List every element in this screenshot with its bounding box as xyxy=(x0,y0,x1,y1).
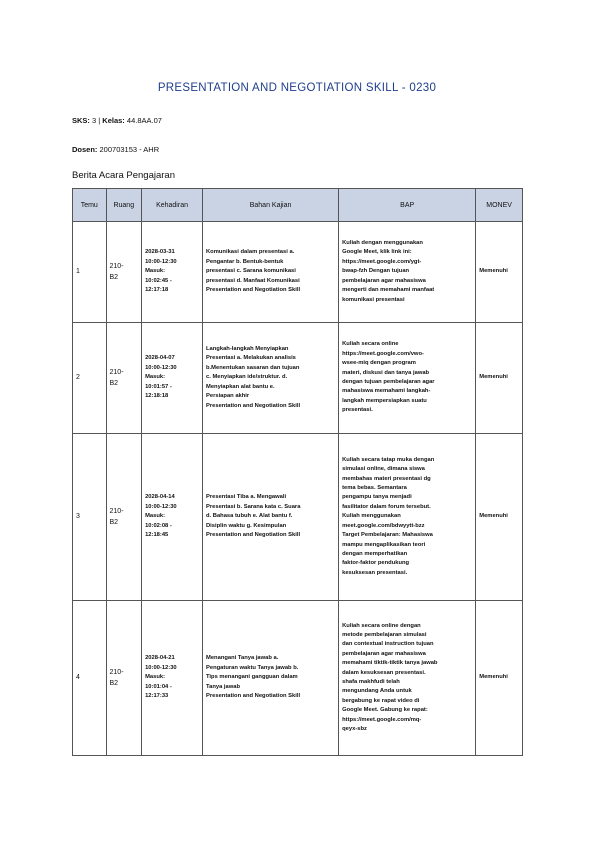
header-temu: Temu xyxy=(73,189,107,222)
cell-monev: Memenuhi xyxy=(476,222,523,323)
header-bahan-kajian: Bahan Kajian xyxy=(203,189,339,222)
cell-temu: 3 xyxy=(73,434,107,601)
cell-monev: Memenuhi xyxy=(476,601,523,756)
cell-ruang: 210- B2 xyxy=(106,434,142,601)
cell-ruang: 210- B2 xyxy=(106,601,142,756)
document-title: PRESENTATION AND NEGOTIATION SKILL - 0230 xyxy=(157,82,437,94)
header-monev: MONEV xyxy=(476,189,523,222)
header-ruang: Ruang xyxy=(106,189,142,222)
cell-bahan-kajian: Presentasi Tiba a. Mengawali Presentasi b. Sarana kata c. Suara d. Bahasa tubuh e. Alat bantu f. Disiplin waktu g. Kesimpulan Presentation and Negotiation Skill xyxy=(203,434,339,601)
cell-bap: Kuliah secara online dengan metode pembelajaran simulasi dan contextual instruction tujuan pembelajaran agar mahasiswa memahami tiktik-tiktik tanya jawab dalam kesuksesan presentasi. shafa makhfudi telah mengundang Anda untuk bergabung ke rapat video di Google Meet. Gabung ke rapat: https://meet.google.com/mq- qeyx-sbz xyxy=(339,601,476,756)
cell-bahan-kajian: Komunikasi dalam presentasi a. Pengantar b. Bentuk-bentuk presentasi c. Sarana komunikasi presentasi d. Manfaat Komunikasi Presentation and Negotiation Skill xyxy=(203,222,339,323)
cell-bap: Kuliah secara online https://meet.google.com/vwo- wsee-miq dengan program materi, diskusi dan tanya jawab dengan tujuan pembelajaran agar mahasiswa memahami langkah- langkah mempersiapkan suatu presentasi. xyxy=(339,323,476,434)
kelas-label: Kelas: xyxy=(102,116,125,125)
cell-ruang: 210- B2 xyxy=(106,323,142,434)
header-bap: BAP xyxy=(339,189,476,222)
dosen-value: 200703153 - AHR xyxy=(97,145,160,154)
kelas-value: 44.8AA.07 xyxy=(124,116,162,125)
cell-bap: Kuliah dengan menggunakan Google Meet, klik link ini: https://meet.google.com/ygt- bwap-fzh Dengan tujuan pembelajaran agar mahasiswa mengerti dan memahami manfaat komunikasi presentasi xyxy=(339,222,476,323)
table-row xyxy=(73,601,523,756)
cell-bap: Kuliah secara tatap muka dengan simulasi online, dimana siswa membahas materi presentasi dg tema bebas. Semantara pengampu tanya menjadi fasilitator dalam forum tersebut. Kuliah menggunakan meet.google.com/bdwyytt-bzz Target Pembelajaran: Mahasiswa mampu mengaplikasikan teori dengan memperhatikan faktor-faktor pendukung kesuksesan presentasi. xyxy=(339,434,476,601)
lecturer-info xyxy=(72,145,159,154)
table-header-row xyxy=(73,189,523,222)
sks-label: SKS: xyxy=(72,116,90,125)
section-title: Berita Acara Pengajaran xyxy=(72,170,175,181)
cell-bahan-kajian: Menangani Tanya jawab a. Pengaturan waktu Tanya jawab b. Tips menangani gangguan dalam Tanya jawab Presentation and Negotiation Skill xyxy=(203,601,339,756)
table-row xyxy=(73,434,523,601)
cell-kehadiran: 2028-04-21 10:00-12:30 Masuk: 10:01:04 - 12:17:33 xyxy=(142,601,203,756)
dosen-label: Dosen: xyxy=(72,145,98,154)
header-kehadiran: Kehadiran xyxy=(142,189,203,222)
table-row xyxy=(73,323,523,434)
sks-value: 3 | xyxy=(89,116,103,125)
cell-ruang: 210- B2 xyxy=(106,222,142,323)
cell-kehadiran: 2028-04-14 10:00-12:30 Masuk: 10:02:08 - 12:18:45 xyxy=(142,434,203,601)
cell-temu: 2 xyxy=(73,323,107,434)
cell-kehadiran: 2028-03-31 10:00-12:30 Masuk: 10:02:45 - 12:17:18 xyxy=(142,222,203,323)
cell-temu: 4 xyxy=(73,601,107,756)
cell-monev: Memenuhi xyxy=(476,323,523,434)
table-row xyxy=(73,222,523,323)
cell-monev: Memenuhi xyxy=(476,434,523,601)
cell-bahan-kajian: Langkah-langkah Menyiapkan Presentasi a. Melakukan analisis b.Menentukan sasaran dan tujuan c. Menyiapkan ide/struktur. d. Menyiapkan alat bantu e. Persiapan akhir Presentation and Negotiation Skill xyxy=(203,323,339,434)
teaching-record-table xyxy=(72,188,523,756)
cell-temu: 1 xyxy=(73,222,107,323)
course-info xyxy=(72,116,162,125)
cell-kehadiran: 2028-04-07 10:00-12:30 Masuk: 10:01:57 - 12:18:18 xyxy=(142,323,203,434)
